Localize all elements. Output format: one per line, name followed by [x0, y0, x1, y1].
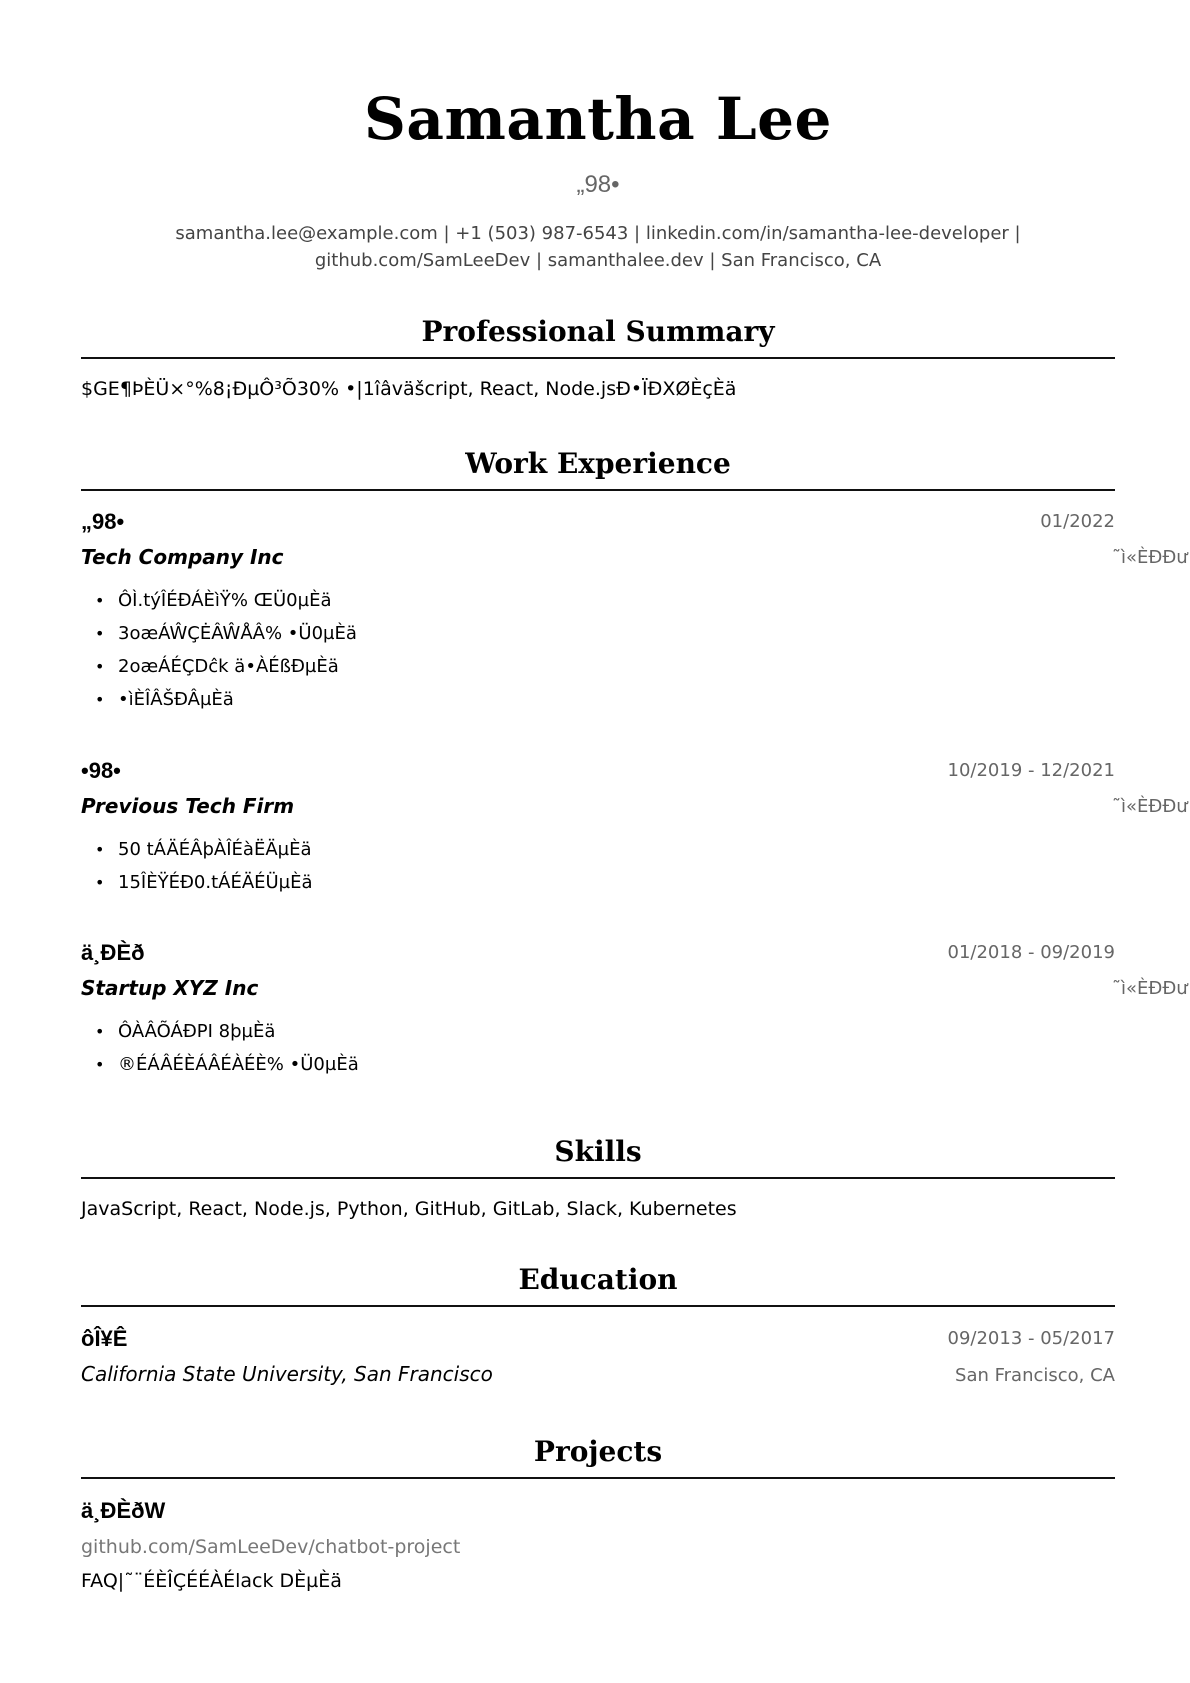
- education-date: 09/2013 - 05/2017: [947, 1328, 1115, 1349]
- job-bullets: [81, 588, 1115, 720]
- job-title: •98•: [81, 758, 121, 783]
- job-company: Startup XYZ Inc: [81, 976, 259, 1000]
- contact-info: [81, 220, 1115, 274]
- job-date: 01/2018 - 09/2019: [947, 942, 1115, 963]
- job-bullet: • 50 tÁÄÉÂþÀÎÉàËÄµÈä: [81, 837, 1115, 870]
- section-divider: [81, 489, 1115, 491]
- job-title: „98•: [81, 509, 125, 534]
- contact-line-1: samantha.lee@example.com | +1 (503) 987-6543 | linkedin.com/in/samantha-lee-developer |: [175, 223, 1021, 244]
- skills-list: JavaScript, React, Node.js, Python, GitHub, GitLab, Slack, Kubernetes: [81, 1198, 737, 1220]
- section-title-education: Education: [518, 1263, 678, 1296]
- summary-text: $GE¶ÞÈÜ×°%8¡ÐµÔ³Õ30% •|1îâväšcript, React, Node.jsĐ•ÏÐXØÈçÈä: [81, 378, 737, 400]
- contact-line-2: github.com/SamLeeDev | samanthalee.dev | San Francisco, CA: [314, 250, 882, 271]
- section-title-skills: Skills: [554, 1135, 642, 1168]
- section-title-experience: Work Experience: [465, 447, 731, 480]
- education-school: California State University, San Francisco: [81, 1362, 493, 1386]
- section-title-summary: Professional Summary: [421, 315, 775, 348]
- candidate-subtitle: „98•: [576, 171, 620, 198]
- job-bullet: • 15ÎÈŸÉÐ0.tÁÉÄÉÜµÈä: [81, 870, 1115, 903]
- project-name: ä¸ÐÈðW: [81, 1498, 166, 1523]
- bullet-dot-icon: •: [95, 1055, 105, 1074]
- job-location: ˜ì«ÈĐĐư: [1112, 796, 1188, 817]
- education-degree: ôÎ¥Ê: [81, 1326, 128, 1351]
- job-company: Tech Company Inc: [81, 545, 284, 569]
- job-bullet: • 3oæÁŴÇĖÂŴÅÂ% •Ü0µÈä: [81, 621, 1115, 654]
- section-divider: [81, 1177, 1115, 1179]
- job-location: ˜ì«ÈĐĐư: [1112, 547, 1188, 568]
- bullet-dot-icon: •: [95, 1022, 105, 1041]
- job-bullet: • •ìÈÎÂŠÐÂµÈä: [81, 687, 1115, 720]
- job-date: 10/2019 - 12/2021: [947, 760, 1115, 781]
- bullet-dot-icon: •: [95, 624, 105, 643]
- section-divider: [81, 357, 1115, 359]
- education-location: San Francisco, CA: [955, 1365, 1115, 1386]
- project-description: FAQ|˜¨ÉÈÎÇÉÉÀÉlack DÈµÈä: [81, 1570, 342, 1592]
- job-location: ˜ì«ÈĐĐư: [1112, 978, 1188, 999]
- section-divider: [81, 1305, 1115, 1307]
- section-title-projects: Projects: [533, 1435, 663, 1468]
- bullet-dot-icon: •: [95, 657, 105, 676]
- bullet-dot-icon: •: [95, 690, 105, 709]
- job-title: ä¸ĐÈð: [81, 940, 145, 965]
- candidate-name: Samantha Lee: [364, 85, 832, 153]
- project-link[interactable]: github.com/SamLeeDev/chatbot-project: [81, 1536, 461, 1558]
- job-date: 01/2022: [1040, 511, 1115, 532]
- job-bullet: • ®ÉÁÂÉÈÁÂÉÀÉÈ% •Ü0µÈä: [81, 1052, 1115, 1085]
- job-bullet: • ÔÌ.týÎÉÐÁÈìŸ% ŒÜ0µÈä: [81, 588, 1115, 621]
- section-divider: [81, 1477, 1115, 1479]
- job-bullets: [81, 837, 1115, 903]
- bullet-dot-icon: •: [95, 873, 105, 892]
- job-bullet: • ÔÀÂÕÁÐPI 8þµÈä: [81, 1019, 1115, 1052]
- job-bullet: • 2oæÁÉÇDĉk ä•ÀÉßÐµÈä: [81, 654, 1115, 687]
- job-bullets: [81, 1019, 1115, 1085]
- bullet-dot-icon: •: [95, 840, 105, 859]
- job-company: Previous Tech Firm: [81, 794, 295, 818]
- bullet-dot-icon: •: [95, 591, 105, 610]
